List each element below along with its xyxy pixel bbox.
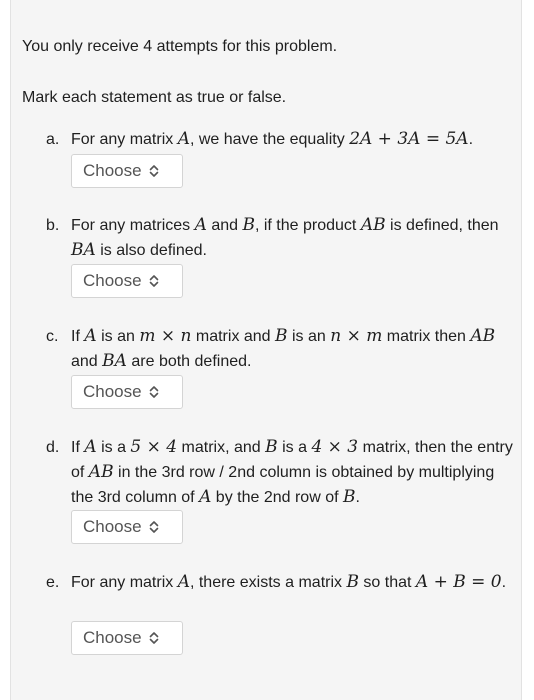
answer-select-d[interactable]	[71, 510, 183, 544]
math-expression: 5 × 4	[130, 437, 178, 457]
select-label: Choose	[83, 628, 142, 647]
select-label: Choose	[83, 271, 142, 290]
attempts-notice: You only receive 4 attempts for this problem.	[22, 38, 338, 55]
statement-text: If	[71, 439, 85, 456]
question-letter: a.	[46, 131, 60, 148]
statement-text: matrix and	[191, 328, 276, 345]
math-expression: A + B = 0	[415, 572, 502, 592]
statement-text: For any matrices	[71, 217, 195, 234]
math-expression: B	[346, 572, 359, 592]
statement-text: is a	[96, 439, 131, 456]
statement-text: , we have the equality	[189, 131, 350, 148]
statement-text: is an	[287, 328, 331, 345]
chevron-up-down-icon	[149, 164, 159, 178]
answer-select-e[interactable]	[71, 621, 183, 655]
math-expression: 2A + 3A = 5A	[349, 129, 469, 149]
math-expression: A	[84, 326, 97, 346]
statement-text: matrix then	[382, 328, 471, 345]
chevron-up-down-icon	[149, 520, 159, 534]
question-letter: b.	[46, 217, 60, 234]
math-expression: n × m	[330, 326, 383, 346]
statement-text: If	[71, 328, 85, 345]
statement-text: is also defined.	[95, 242, 207, 259]
statement-text: .	[468, 131, 474, 148]
question-letter: d.	[46, 439, 60, 456]
math-expression: AB	[88, 462, 114, 482]
question-letter: e.	[46, 574, 60, 591]
math-expression: AB	[470, 326, 496, 346]
math-expression: B	[242, 215, 255, 235]
question-text	[71, 435, 516, 510]
math-expression: A	[194, 215, 207, 235]
statement-text: so that	[358, 574, 416, 591]
statement-text: matrix, and	[177, 439, 266, 456]
math-expression: B	[343, 487, 356, 507]
statement-text: and	[71, 353, 103, 370]
answer-select-a[interactable]	[71, 154, 183, 188]
math-expression: A	[177, 129, 190, 149]
math-expression: BA	[102, 351, 127, 371]
statement-text: .	[355, 489, 360, 506]
math-expression: B	[275, 326, 288, 346]
math-expression: BA	[71, 240, 96, 260]
statement-text: and	[206, 217, 243, 234]
statement-text: , if the product	[254, 217, 361, 234]
math-expression: B	[265, 437, 278, 457]
statement-text: .	[501, 574, 507, 591]
statement-text: by the 2nd row of	[211, 489, 343, 506]
question-letter: c.	[46, 328, 59, 345]
question-text	[71, 213, 516, 263]
math-expression: 4 × 3	[311, 437, 359, 457]
answer-select-b[interactable]	[71, 264, 183, 298]
statement-text: is defined, then	[385, 217, 499, 234]
select-label: Choose	[83, 382, 142, 401]
chevron-up-down-icon	[149, 385, 159, 399]
instruction-text: Mark each statement as true or false.	[22, 89, 287, 106]
statement-text: For any matrix	[71, 131, 178, 148]
question-text	[71, 324, 516, 374]
math-expression: AB	[360, 215, 386, 235]
answer-select-c[interactable]	[71, 375, 183, 409]
statement-text: is an	[96, 328, 140, 345]
math-expression: m × n	[139, 326, 192, 346]
question-text	[71, 127, 516, 152]
select-label: Choose	[83, 517, 142, 536]
statement-text: are both defined.	[126, 353, 252, 370]
math-expression: A	[84, 437, 97, 457]
statement-text: matrix, then the entry of	[71, 439, 513, 481]
math-expression: A	[177, 572, 190, 592]
statement-text: For any matrix	[71, 574, 178, 591]
select-label: Choose	[83, 161, 142, 180]
chevron-up-down-icon	[149, 631, 159, 645]
statement-text: in the 3rd row / 2nd column is obtained by multiplying the 3rd column of	[71, 464, 495, 506]
statement-text: , there exists a matrix	[189, 574, 347, 591]
math-expression: A	[199, 487, 212, 507]
chevron-up-down-icon	[149, 274, 159, 288]
statement-text: is a	[277, 439, 312, 456]
question-text	[71, 570, 516, 595]
